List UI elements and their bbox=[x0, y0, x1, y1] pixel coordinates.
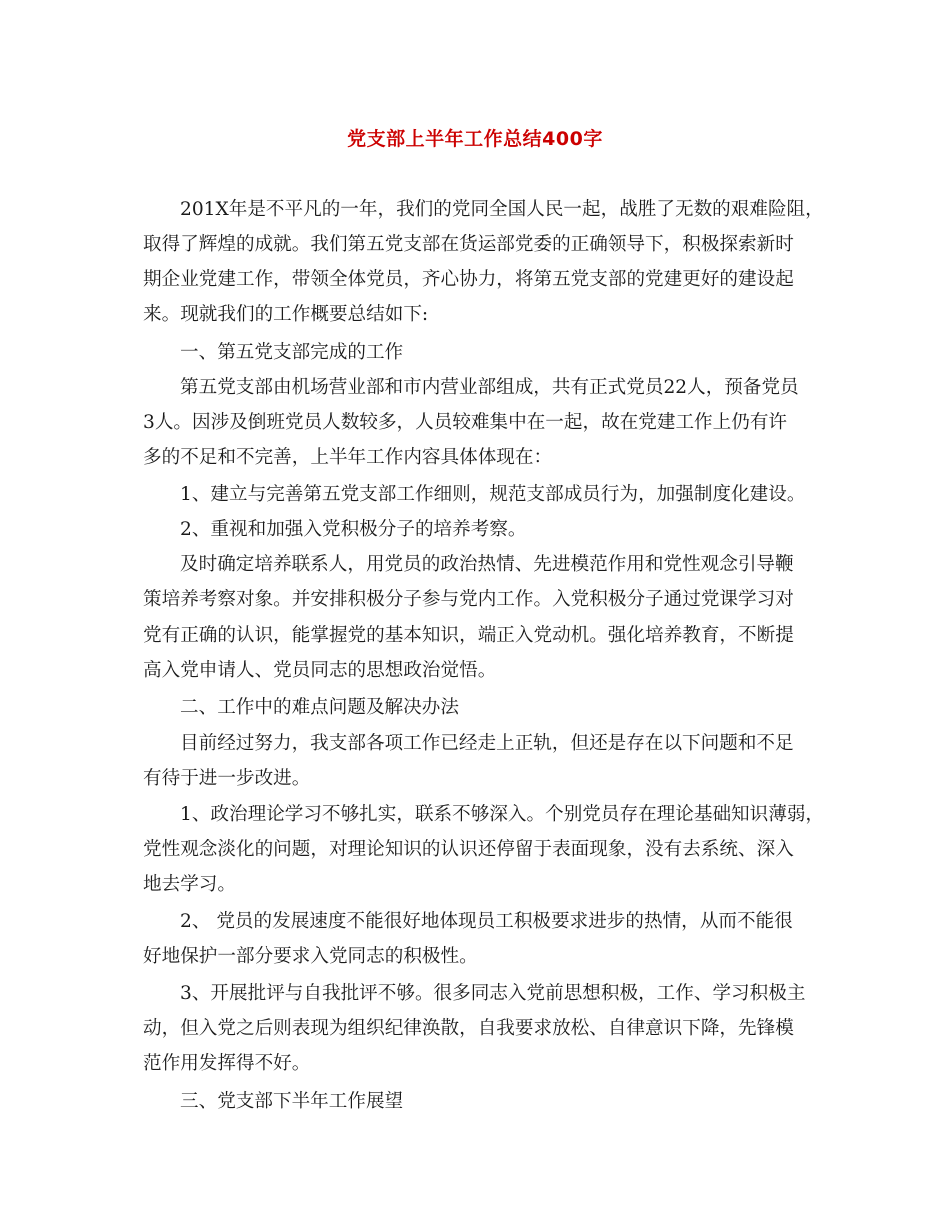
paragraph-line: 取得了辉煌的成就。我们第五党支部在货运部党委的正确领导下，积极探索新时 bbox=[143, 234, 794, 255]
paragraph-line: 党有正确的认识，能掌握党的基本知识，端正入党动机。强化培养教育，不断提 bbox=[143, 625, 794, 646]
paragraph-line: 策培养考察对象。并安排积极分子参与党内工作。入党积极分子通过党课学习对 bbox=[143, 589, 794, 610]
list-item: 3、开展批评与自我批评不够。很多同志入党前思想积极，工作、学习积极主 bbox=[180, 983, 806, 1004]
list-item: 2、重视和加强入党积极分子的培养考察。 bbox=[180, 519, 527, 540]
paragraph-line: 多的不足和不完善，上半年工作内容具体体现在： bbox=[143, 447, 553, 468]
paragraph-line: 第五党支部由机场营业部和市内营业部组成，共有正式党员22人，预备党员 bbox=[180, 377, 799, 398]
document-title: 党支部上半年工作总结400字 bbox=[347, 128, 603, 150]
paragraph-line: 范作用发挥得不好。 bbox=[143, 1053, 311, 1074]
list-item: 1、政治理论学习不够扎实，联系不够深入。个别党员存在理论基础知识薄弱， bbox=[180, 804, 825, 825]
paragraph-line: 来。现就我们的工作概要总结如下: bbox=[143, 304, 429, 325]
paragraph-line: 201X年是不平凡的一年，我们的党同全国人民一起，战胜了无数的艰难险阻， bbox=[180, 199, 824, 220]
section-heading: 一、第五党支部完成的工作 bbox=[180, 342, 404, 363]
list-item: 2、 党员的发展速度不能很好地体现员工积极要求进步的热情，从而不能很 bbox=[180, 911, 793, 932]
paragraph-line: 有待于进一步改进。 bbox=[143, 768, 311, 789]
paragraph-line: 期企业党建工作，带领全体党员，齐心协力，将第五党支部的党建更好的建设起 bbox=[143, 269, 794, 290]
paragraph-line: 及时确定培养联系人，用党员的政治热情、先进模范作用和党性观念引导鞭 bbox=[180, 554, 794, 575]
paragraph-line: 地去学习。 bbox=[143, 874, 236, 895]
section-heading: 二、工作中的难点问题及解决办法 bbox=[180, 697, 459, 718]
paragraph-line: 动，但入党之后则表现为组织纪律涣散，自我要求放松、自律意识下降，先锋模 bbox=[143, 1018, 794, 1039]
paragraph-line: 目前经过努力，我支部各项工作已经走上正轨，但还是存在以下问题和不足 bbox=[180, 733, 794, 754]
paragraph-line: 高入党申请人、党员同志的思想政治觉悟。 bbox=[143, 660, 497, 681]
paragraph-line: 好地保护一部分要求入党同志的积极性。 bbox=[143, 946, 478, 967]
list-item: 1、建立与完善第五党支部工作细则，规范支部成员行为，加强制度化建设。 bbox=[180, 484, 806, 505]
paragraph-line: 3人。因涉及倒班党员人数较多，人员较难集中在一起，故在党建工作上仍有许 bbox=[143, 412, 788, 433]
paragraph-line: 党性观念淡化的问题，对理论知识的认识还停留于表面现象，没有去系统、深入 bbox=[143, 839, 794, 860]
section-heading: 三、党支部下半年工作展望 bbox=[180, 1091, 404, 1112]
